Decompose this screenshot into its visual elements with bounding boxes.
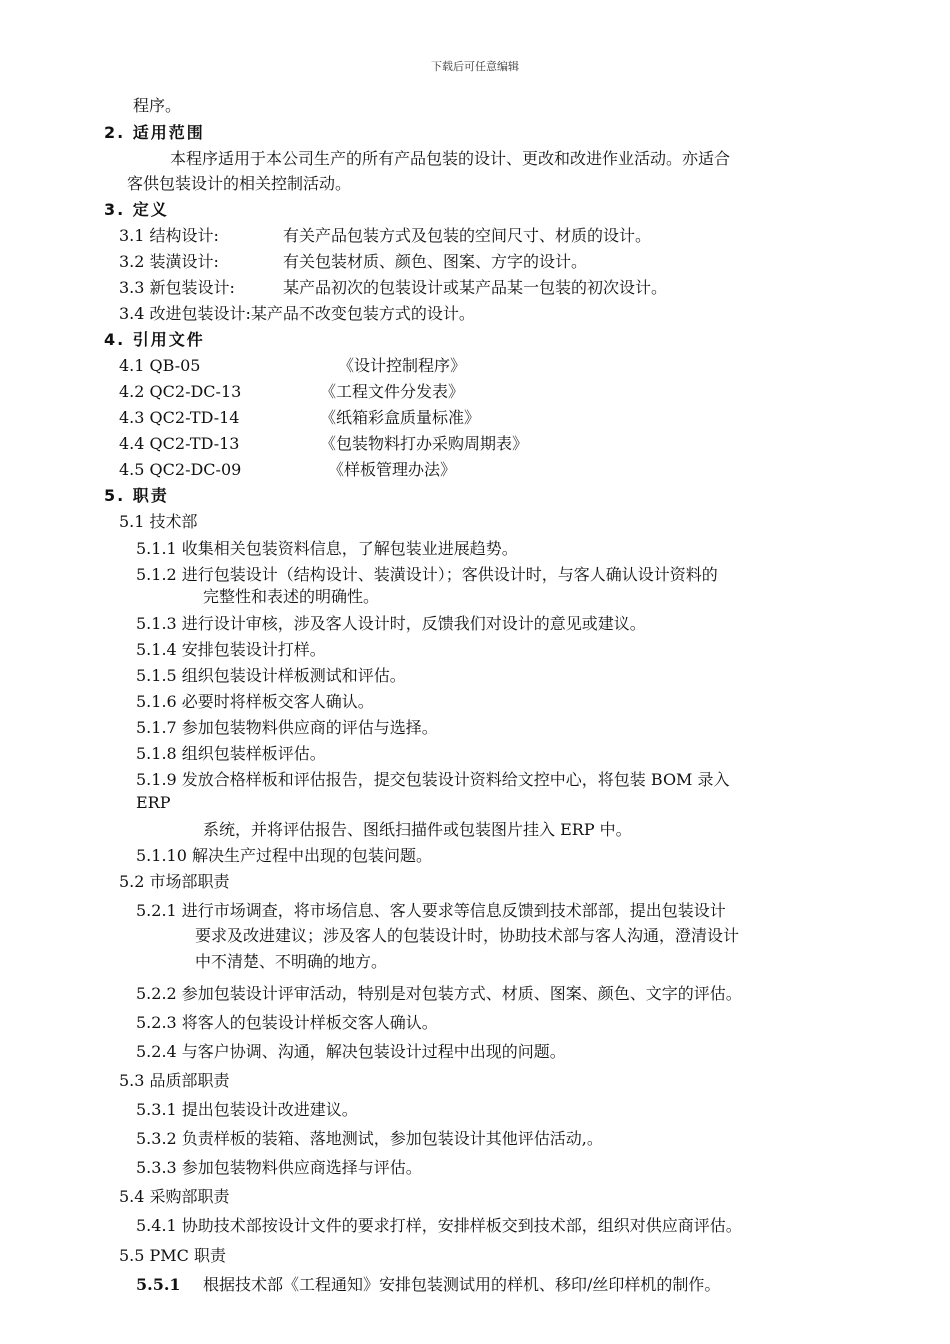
text-line: 根据技术部《工程通知》安排包装测试用的样机、移印/丝印样机的制作。	[203, 1275, 721, 1294]
text-line: 5.1.4 安排包装设计打样。	[136, 640, 326, 659]
text-line: 中不清楚、不明确的地方。	[195, 952, 388, 971]
text-line: 5.1.10 解决生产过程中出现的包装问题。	[136, 846, 432, 865]
section-heading: 2. 适用范围	[104, 123, 205, 142]
text-line: 5.1.6 必要时将样板交客人确认。	[136, 692, 374, 711]
section-heading: 4. 引用文件	[104, 330, 205, 349]
text-line: 5.1.9 发放合格样板和评估报告，提交包装设计资料给文控中心，将包装 BOM 录入	[136, 770, 730, 789]
reference-title: 《纸箱彩盒质量标准》	[320, 408, 481, 427]
text-line: 5.1.8 组织包装样板评估。	[136, 744, 326, 763]
reference-code: 4.2 QC2-DC-13	[119, 382, 242, 401]
reference-code: 4.3 QC2-TD-14	[119, 408, 240, 427]
text-line: 5.1.2 进行包装设计（结构设计、装潢设计）；客供设计时，与客人确认设计资料的	[136, 565, 718, 584]
reference-title: 《工程文件分发表》	[320, 382, 465, 401]
text-line: 5.2.2 参加包装设计评审活动，特别是对包装方式、材质、图案、颜色、文字的评估。	[136, 984, 742, 1003]
definition-term: 3.1 结构设计:	[119, 226, 219, 245]
text-line: 5.1.3 进行设计审核，涉及客人设计时，反馈我们对设计的意见或建议。	[136, 614, 646, 633]
subsection-heading: 5.2 市场部职责	[119, 872, 230, 891]
reference-code: 4.1 QB-05	[119, 356, 201, 375]
text-line: 5.3.2 负责样板的装箱、落地测试，参加包装设计其他评估活动,。	[136, 1129, 603, 1148]
definition-text: 某产品初次的包装设计或某产品某一包装的初次设计。	[283, 278, 668, 297]
text-line: 本程序适用于本公司生产的所有产品包装的设计、更改和改进作业活动。亦适合	[170, 149, 731, 168]
reference-code: 4.4 QC2-TD-13	[119, 434, 240, 453]
page-header: 下载后可任意编辑	[431, 60, 519, 73]
section-heading: 3. 定义	[104, 200, 169, 219]
clause-number: 5.5.1	[136, 1275, 181, 1294]
text-line: 5.4.1 协助技术部按设计文件的要求打样，安排样板交到技术部，组织对供应商评估。	[136, 1216, 742, 1235]
reference-title: 《包装物料打办采购周期表》	[320, 434, 529, 453]
text-line: 5.3.3 参加包装物料供应商选择与评估。	[136, 1158, 422, 1177]
text-line: 程序。	[133, 96, 182, 115]
subsection-heading: 5.5 PMC 职责	[119, 1246, 227, 1265]
reference-title: 《样板管理办法》	[328, 460, 457, 479]
text-line: 完整性和表述的明确性。	[203, 587, 380, 606]
subsection-heading: 5.3 品质部职责	[119, 1071, 230, 1090]
text-line: 3.4 改进包装设计:某产品不改变包装方式的设计。	[119, 304, 475, 323]
text-line: 5.2.1 进行市场调查，将市场信息、客人要求等信息反馈到技术部部，提出包装设计	[136, 901, 726, 920]
text-line: 5.2.4 与客户协调、沟通，解决包装设计过程中出现的问题。	[136, 1042, 566, 1061]
definition-term: 3.2 装潢设计:	[119, 252, 219, 271]
text-line: 5.3.1 提出包装设计改进建议。	[136, 1100, 358, 1119]
definition-term: 3.3 新包装设计:	[119, 278, 235, 297]
text-line: ERP	[136, 793, 171, 812]
definition-text: 有关产品包装方式及包装的空间尺寸、材质的设计。	[283, 226, 652, 245]
text-line: 5.1.5 组织包装设计样板测试和评估。	[136, 666, 406, 685]
subsection-heading: 5.4 采购部职责	[119, 1187, 230, 1206]
reference-code: 4.5 QC2-DC-09	[119, 460, 242, 479]
definition-text: 有关包装材质、颜色、图案、方字的设计。	[283, 252, 588, 271]
text-line: 5.2.3 将客人的包装设计样板交客人确认。	[136, 1013, 438, 1032]
section-heading: 5. 职责	[104, 486, 169, 505]
reference-title: 《设计控制程序》	[338, 356, 467, 375]
text-line: 5.1.7 参加包装物料供应商的评估与选择。	[136, 718, 438, 737]
text-line: 要求及改进建议；涉及客人的包装设计时，协助技术部与客人沟通，澄清设计	[195, 926, 740, 945]
text-line: 客供包装设计的相关控制活动。	[127, 174, 352, 193]
text-line: 系统，并将评估报告、图纸扫描件或包装图片挂入 ERP 中。	[203, 820, 632, 839]
subsection-heading: 5.1 技术部	[119, 512, 198, 531]
text-line: 5.1.1 收集相关包装资料信息，了解包装业进展趋势。	[136, 539, 518, 558]
